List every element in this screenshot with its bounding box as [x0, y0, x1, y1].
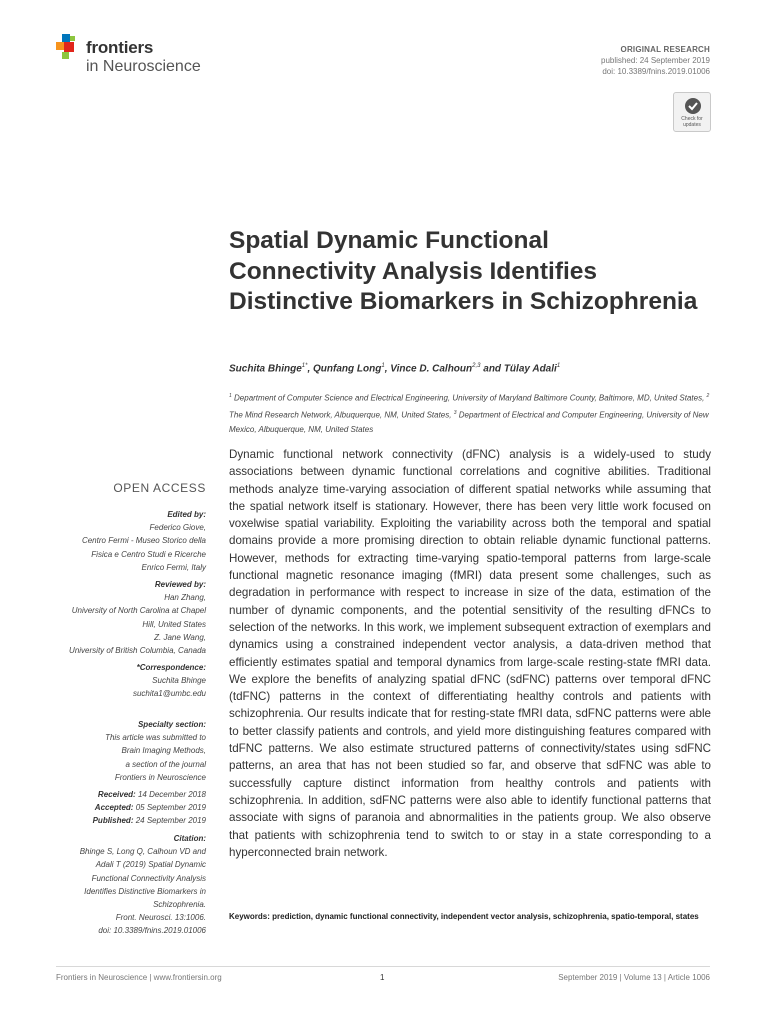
citation-line: Bhinge S, Long Q, Calhoun VD and	[79, 847, 206, 857]
journal-logo[interactable]	[56, 32, 226, 82]
affiliation-1: Department of Computer Science and Electrical Engineering, University of Maryland Baltimore County, Baltimore, MD, United States,	[234, 393, 705, 403]
article-meta	[601, 44, 710, 77]
keywords: Keywords: prediction, dynamic functional connectivity, independent vector analysis, schizophrenia, spatio-temporal, states	[229, 912, 699, 921]
author-list: Suchita Bhinge$^{1*}$, Qunfang Long$^1$, Vince D. Calhoun$^{2,3}$ and Tülay Adali$^1$	[229, 363, 561, 375]
correspondence	[36, 661, 206, 701]
specialty-line: This article was submitted to	[105, 733, 206, 743]
editor-line: Centro Fermi - Museo Storico della	[81, 536, 206, 546]
reviewer-line: Z. Jane Wang,	[154, 632, 206, 642]
citation-line: Front. Neurosci. 13:1006.	[115, 913, 206, 923]
date-received: Received: 14 December 2018	[97, 790, 206, 799]
logo-brand: frontiers	[86, 38, 154, 57]
affiliation-2: The Mind Research Network, Albuquerque, NM, United States,	[229, 410, 452, 420]
page-number: 1	[380, 973, 385, 982]
editor-line: Enrico Fermi, Italy	[141, 562, 206, 572]
article-doi[interactable]: doi: 10.3389/fnins.2019.01006	[602, 67, 710, 76]
citation-line: Functional Connectivity Analysis	[91, 873, 206, 883]
specialty-line: Frontiers in Neuroscience	[114, 772, 206, 782]
citation-heading: Citation:	[173, 834, 206, 843]
frontiers-logo-icon	[56, 34, 82, 60]
correspondence-email[interactable]: suchita1@umbc.edu	[132, 689, 206, 699]
author-name[interactable]: Vince D. Calhoun	[390, 363, 473, 375]
reviewed-by-heading: Reviewed by:	[154, 580, 206, 589]
citation-doi[interactable]: doi: 10.3389/fnins.2019.01006	[98, 926, 206, 936]
author-sup: 1*	[301, 363, 308, 369]
article-dates	[36, 788, 206, 828]
citation-line: Adali T (2019) Spatial Dynamic	[95, 860, 206, 870]
affiliations: $^1$ Department of Computer Science and Electrical Engineering, University of Maryland Baltimore County, Baltimore, MD, United States, $^2$ The Mind Research Network, Albuquerque, NM, United States, $^3$ Department of Electrical and Computer Engineering, University of New Mexico, Albuquerque, NM, United States	[229, 393, 710, 435]
article-title: Spatial Dynamic Functional Connectivity Analysis Identifies Distinctive Biomarkers in Schizophrenia	[229, 227, 698, 315]
footer-issue-info: September 2019 | Volume 13 | Article 1006	[558, 973, 710, 982]
specialty-section	[36, 718, 206, 784]
reviewed-by	[36, 578, 206, 657]
reviewer-line: Han Zhang,	[164, 593, 206, 603]
open-access-label: OPEN ACCESS	[113, 481, 206, 495]
citation	[36, 832, 206, 938]
article-type: ORIGINAL RESEARCH	[620, 45, 710, 54]
author-sup: 1	[556, 363, 561, 369]
date-accepted: Accepted: 05 September 2019	[94, 803, 206, 813]
logo-journal: in Neuroscience	[86, 58, 201, 75]
author-name[interactable]: Qunfang Long	[313, 363, 382, 375]
reviewer-line: University of British Columbia, Canada	[69, 646, 206, 656]
editor-line: Fisica e Centro Studi e Ricerche	[91, 549, 206, 559]
correspondence-name: Suchita Bhinge	[152, 676, 206, 686]
check-for-updates-button[interactable]	[673, 92, 711, 132]
footer-divider	[56, 966, 710, 967]
date-published: Published: 24 September 2019	[92, 816, 206, 826]
author-name[interactable]: Tülay Adali	[503, 363, 557, 375]
author-sup: 1	[381, 363, 385, 369]
citation-line: Identifies Distinctive Biomarkers in	[84, 886, 206, 896]
specialty-heading: Specialty section:	[137, 720, 206, 729]
specialty-line: Brain Imaging Methods,	[121, 746, 206, 756]
check-updates-label: Check for updates	[681, 116, 703, 128]
edited-by-heading: Edited by:	[167, 510, 206, 519]
specialty-line: a section of the journal	[125, 759, 206, 769]
author-sup: 2,3	[472, 363, 481, 369]
abstract: Dynamic functional network connectivity (dFNC) analysis is a widely-used to study associations between dynamic functional correlations and cognitive abilities. Traditional methods analyze time-varying association of different spatial networks while assuming that the spatial network itself is stationary. However, there has been very little work focused on voxelwise spatial variability. Exploiting the variability across both the temporal and spatial domains provide a more promising direction to obtain reliable dynamic functional patterns. However, methods for extracting time-varying spatio-temporal patterns from large-scale functional magnetic resonance imaging (fMRI) data present some challenges, such as degradation in performance with respect to increase in size of the data, estimation of the number of dynamic components, and the potential sensitivity of the resulting dFNCs to selection of the networks. In this work, we implement subsequent extraction of exemplars and dynamics using a constrained independent vector analysis, a data-driven method that efficiently estimates spatial and temporal dynamics from large-scale resting-state fMRI data. We explore the benefits of analyzing spatial dFNC (sdFNC) patterns over temporal dFNC (tdFNC) patterns in the context of differentiating healthy controls and patients with schizophrenia. Our results indicate that for resting-state fMRI data, sdFNC patterns were able to better classify patients and controls, and yield more distinguishing features compared with tdFNC patterns. We also estimate structured patterns of connectivity/states using sdFNC patterns, an area that has not been studied so far, and observe that sdFNC was able to successfully capture distinct information from healthy controls and patients with schizophrenia. In addition, sdFNC patterns were also able to identify functional patterns that associate with signs of paranoia and abnormalities in the patients group. We also observe that patients with schizophrenia tend to switch to or stay in a state corresponding to a hyperconnected brain network.	[229, 448, 711, 859]
affiliation-3: Department of Electrical and Computer Engineering, University of New Mexico, Albuquerque, NM, United States	[229, 410, 709, 435]
editor-line: Federico Giove,	[149, 523, 206, 533]
published-date: published: 24 September 2019	[601, 56, 710, 65]
correspondence-heading: *Correspondence:	[136, 663, 206, 672]
author-name[interactable]: Suchita Bhinge	[229, 363, 302, 375]
edited-by	[36, 508, 206, 574]
footer-journal-link[interactable]: Frontiers in Neuroscience | www.frontiersin.org	[56, 973, 222, 982]
reviewer-line: University of North Carolina at Chapel	[71, 606, 206, 616]
reviewer-line: Hill, United States	[142, 619, 206, 629]
check-updates-icon	[684, 97, 702, 115]
citation-line: Schizophrenia.	[153, 900, 206, 910]
